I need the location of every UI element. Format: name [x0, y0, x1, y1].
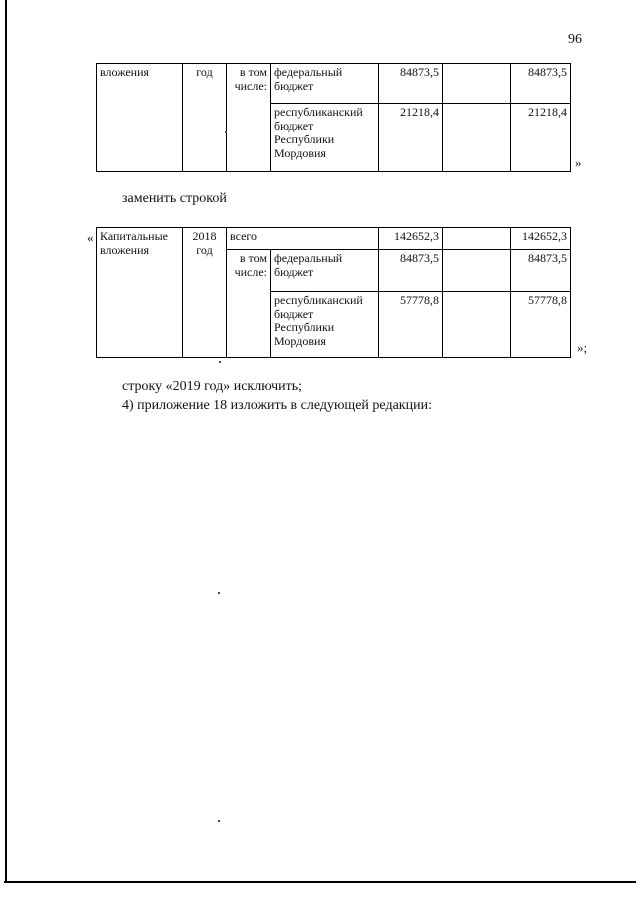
scan-speck: [218, 592, 220, 594]
scan-speck: [218, 820, 220, 822]
scan-bottom-border: [4, 881, 636, 883]
cell-year: год: [183, 64, 227, 172]
cell-empty: [443, 64, 511, 104]
cell-empty: [443, 292, 511, 358]
cell-year: 2018 год: [183, 228, 227, 358]
cell-total: 142652,3: [511, 228, 571, 250]
cell-empty: [443, 104, 511, 172]
cell-budget-type: федеральный бюджет: [271, 250, 379, 292]
cell-amount: 142652,3: [379, 228, 443, 250]
cell-object-name: вложения: [97, 64, 183, 172]
cell-budget-type: федеральный бюджет: [271, 64, 379, 104]
cell-amount: 84873,5: [379, 64, 443, 104]
cell-amount: 21218,4: [379, 104, 443, 172]
cell-amount: 57778,8: [379, 292, 443, 358]
table-row: [97, 64, 571, 104]
cell-total: 84873,5: [511, 64, 571, 104]
cell-empty: [443, 228, 511, 250]
cell-total: 84873,5: [511, 250, 571, 292]
page-number: 96: [568, 32, 582, 47]
scan-speck: [219, 361, 221, 363]
cell-total: 21218,4: [511, 104, 571, 172]
table-replacement-rows: [96, 227, 571, 358]
scan-speck: [225, 131, 227, 133]
cell-object-name: Капитальные вложения: [97, 228, 183, 358]
exclude-line: строку «2019 год» исключить;: [122, 379, 303, 394]
cell-including: в том числе:: [227, 64, 271, 172]
table-original-rows: [96, 63, 571, 172]
closing-quote: »: [575, 155, 582, 170]
appendix-line: 4) приложение 18 изложить в следующей редакции:: [122, 398, 432, 413]
cell-amount: 84873,5: [379, 250, 443, 292]
cell-including: в том числе:: [227, 250, 271, 358]
cell-empty: [443, 250, 511, 292]
cell-budget-type: республиканский бюджет Республики Мордовия: [271, 104, 379, 172]
cell-total: 57778,8: [511, 292, 571, 358]
cell-total-label: всего: [227, 228, 379, 250]
closing-quote: »;: [577, 340, 588, 355]
table-row: [97, 228, 571, 250]
replace-instruction: заменить строкой: [122, 191, 227, 206]
cell-budget-type: республиканский бюджет Республики Мордовия: [271, 292, 379, 358]
opening-quote: «: [87, 230, 94, 245]
scan-left-border: [5, 0, 7, 883]
